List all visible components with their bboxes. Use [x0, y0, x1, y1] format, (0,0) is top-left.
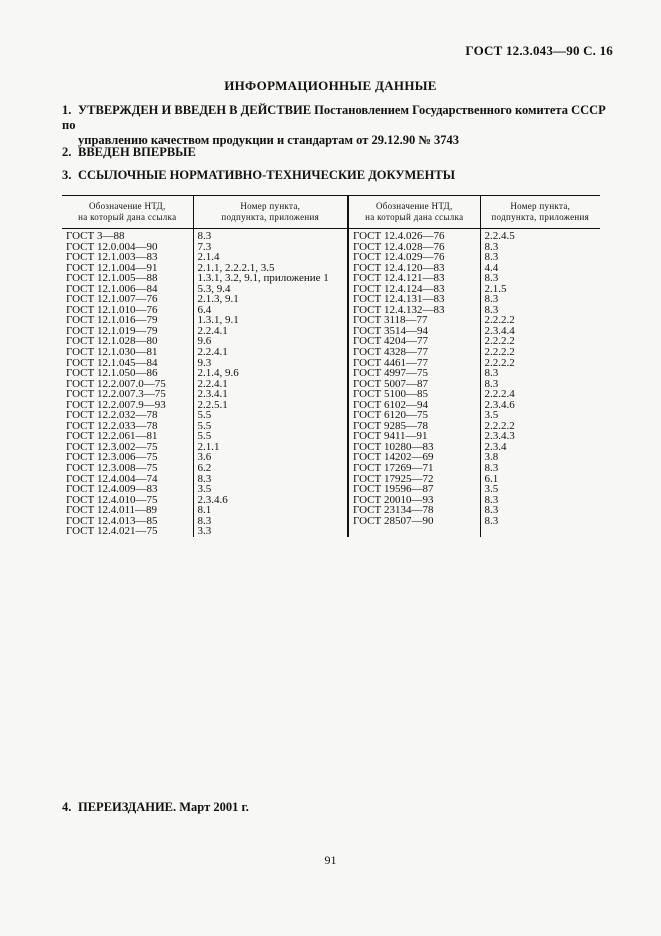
ntd-designation-cell: ГОСТ 3118—77	[348, 315, 480, 326]
clause-number-cell: 2.2.4.1	[193, 379, 348, 390]
ntd-designation-cell: ГОСТ 12.4.009—83	[62, 484, 193, 495]
ntd-designation-cell: ГОСТ 5100—85	[348, 389, 480, 400]
ntd-designation-cell: ГОСТ 6120—75	[348, 410, 480, 421]
clause-number-cell: 8.3	[484, 293, 499, 306]
ntd-designation-cell: ГОСТ 12.1.010—76	[62, 305, 193, 316]
clause-number-cell: 3.5	[484, 483, 499, 496]
ntd-designation-cell: ГОСТ 3514—94	[348, 326, 480, 337]
ntd-designation-cell: ГОСТ 19596—87	[348, 484, 480, 495]
clause-number-cell: 2.3.4	[484, 440, 507, 453]
ntd-designation-cell: ГОСТ 12.1.007—76	[62, 294, 193, 305]
clause-number-cell: 4.4	[484, 261, 499, 274]
ntd-designation-cell: ГОСТ 12.4.011—89	[62, 505, 193, 516]
clause-number-cell: 2.2.2.2	[484, 346, 515, 359]
clause-number-cell: 8.3	[193, 474, 348, 485]
clause-number-cell: 2.2.2.2	[484, 419, 515, 432]
ntd-designation-cell: ГОСТ 12.2.007.0—75	[62, 379, 193, 390]
ntd-designation-cell: ГОСТ 12.4.124—83	[348, 284, 480, 295]
clause-number-cell: 6.1	[484, 472, 499, 485]
ntd-designation-cell: ГОСТ 12.4.010—75	[62, 495, 193, 506]
clause-number-cell: 2.2.4.1	[193, 347, 348, 358]
ntd-designation-cell: ГОСТ 12.1.003—83	[62, 252, 193, 263]
clause-number-cell: 2.1.4, 9.6	[193, 368, 348, 379]
ntd-designation-cell: ГОСТ 12.4.026—76	[348, 229, 480, 242]
clause-number-cell: 2.2.2.2	[484, 356, 515, 369]
clause-number-cell: 2.1.5	[484, 282, 507, 295]
ntd-designation-cell: ГОСТ 12.3.002—75	[62, 442, 193, 453]
ntd-designation-cell: ГОСТ 12.2.007.9—93	[62, 400, 193, 411]
clause-number-cell: 2.1.1, 2.2.2.1, 3.5	[193, 263, 348, 274]
ntd-designation-cell: ГОСТ 12.4.013—85	[62, 516, 193, 527]
table-row	[62, 526, 600, 537]
item-text: ПЕРЕИЗДАНИЕ. Март 2001 г.	[78, 800, 249, 814]
clause-number-cell: 2.3.4.3	[484, 430, 515, 443]
item-text: ССЫЛОЧНЫЕ НОРМАТИВНО-ТЕХНИЧЕСКИЕ ДОКУМЕНТЫ	[78, 168, 455, 182]
clause-number-cell: 2.3.4.6	[484, 398, 515, 411]
item-reissue	[62, 800, 607, 815]
item-number: 4.	[62, 800, 72, 814]
table-row	[62, 347, 600, 358]
clause-number-cell: 2.3.4.6	[193, 495, 348, 506]
item-approval	[62, 103, 607, 148]
clause-number-cell: 8.3	[484, 272, 499, 285]
item-reference-documents	[62, 168, 607, 183]
ntd-designation-cell: ГОСТ 12.2.032—78	[62, 410, 193, 421]
ntd-designation-cell: ГОСТ 12.3.006—75	[62, 452, 193, 463]
clause-number-cell: 2.2.2.2	[484, 314, 515, 327]
clause-number-cell: 8.3	[484, 504, 499, 517]
ntd-designation-cell: ГОСТ 17925—72	[348, 474, 480, 485]
page-number: 91	[324, 853, 337, 867]
clause-number-cell: 7.3	[193, 242, 348, 253]
clause-number-cell: 8.3	[484, 240, 499, 253]
clause-number-cell: 2.3.4.1	[193, 389, 348, 400]
item-first-introduced	[62, 145, 607, 160]
table-body	[62, 229, 600, 537]
clause-number-cell: 5.5	[193, 410, 348, 421]
ntd-designation-cell: ГОСТ 12.4.132—83	[348, 305, 480, 316]
clause-number-cell: 8.3	[484, 462, 499, 475]
ntd-designation-cell: ГОСТ 12.2.033—78	[62, 421, 193, 432]
clause-number-cell: 8.3	[484, 251, 499, 264]
table-row	[62, 229, 600, 242]
clause-number-cell: 3.3	[193, 526, 348, 537]
clause-number-cell: 3.8	[484, 451, 499, 464]
clause-number-cell: 8.1	[193, 505, 348, 516]
ntd-designation-cell: ГОСТ 12.1.045—84	[62, 358, 193, 369]
table-row	[62, 463, 600, 474]
ntd-designation-cell: ГОСТ 4461—77	[348, 358, 480, 369]
header-item-left: Номер пункта, подпункта, приложения	[193, 196, 348, 229]
item-text-line1: УТВЕРЖДЕН И ВВЕДЕН В ДЕЙСТВИЕ Постановлением Государственного комитета СССР по	[62, 103, 606, 132]
ntd-designation-cell: ГОСТ 12.4.004—74	[62, 474, 193, 485]
clause-number-cell: 2.2.4.1	[193, 326, 348, 337]
ntd-designation-cell: ГОСТ 17269—71	[348, 463, 480, 474]
clause-number-cell: 9.6	[193, 336, 348, 347]
ntd-designation-cell: ГОСТ 12.1.050—86	[62, 368, 193, 379]
clause-number-cell: 3.5	[484, 409, 499, 422]
clause-number-cell: 2.1.4	[193, 252, 348, 263]
clause-number-cell: 5.5	[193, 431, 348, 442]
ntd-designation-cell: ГОСТ 14202—69	[348, 452, 480, 463]
clause-number-cell	[480, 526, 600, 537]
table-header-row	[62, 196, 600, 229]
clause-number-cell: 2.2.2.4	[484, 388, 515, 401]
clause-number-cell: 6.2	[193, 463, 348, 474]
ntd-designation-cell: ГОСТ 12.1.019—79	[62, 326, 193, 337]
clause-number-cell: 8.3	[484, 514, 499, 527]
ntd-designation-cell: ГОСТ 12.1.028—80	[62, 336, 193, 347]
clause-number-cell: 2.2.5.1	[193, 400, 348, 411]
ntd-designation-cell: ГОСТ 6102—94	[348, 400, 480, 411]
ntd-designation-cell: ГОСТ 12.2.061—81	[62, 431, 193, 442]
ntd-designation-cell: ГОСТ 12.4.028—76	[348, 242, 480, 253]
ntd-designation-cell: ГОСТ 23134—78	[348, 505, 480, 516]
ntd-designation-cell: ГОСТ 3—88	[62, 229, 193, 242]
clause-number-cell: 8.3	[484, 367, 499, 380]
clause-number-cell: 2.2.4.5	[484, 230, 515, 242]
page-header: ГОСТ 12.3.043—90 С. 16	[465, 43, 613, 58]
clause-number-cell: 5.3, 9.4	[193, 284, 348, 295]
reference-documents-table	[62, 195, 600, 537]
ntd-designation-cell: ГОСТ 4328—77	[348, 347, 480, 358]
item-text: ВВЕДЕН ВПЕРВЫЕ	[78, 145, 196, 159]
clause-number-cell: 8.3	[484, 493, 499, 506]
clause-number-cell: 5.5	[193, 421, 348, 432]
clause-number-cell: 8.3	[484, 303, 499, 316]
header-item-right: Номер пункта, подпункта, приложения	[480, 196, 600, 229]
ntd-designation-cell: ГОСТ 9285—78	[348, 421, 480, 432]
clause-number-cell: 2.3.4.4	[484, 324, 515, 337]
ntd-designation-cell: ГОСТ 12.1.006—84	[62, 284, 193, 295]
item-number: 1.	[62, 103, 72, 117]
ntd-designation-cell: ГОСТ 12.4.029—76	[348, 252, 480, 263]
ntd-designation-cell: ГОСТ 12.0.004—90	[62, 242, 193, 253]
section-title: ИНФОРМАЦИОННЫЕ ДАННЫЕ	[224, 78, 437, 93]
clause-number-cell: 8.3	[193, 516, 348, 527]
clause-number-cell: 8.3	[193, 229, 348, 242]
ntd-designation-cell: ГОСТ 12.4.120—83	[348, 263, 480, 274]
clause-number-cell: 2.2.2.2	[484, 335, 515, 348]
ntd-designation-cell: ГОСТ 12.2.007.3—75	[62, 389, 193, 400]
ntd-designation-cell: ГОСТ 28507—90	[348, 516, 480, 527]
clause-number-cell: 3.6	[193, 452, 348, 463]
ntd-designation-cell: ГОСТ 10280—83	[348, 442, 480, 453]
ntd-designation-cell: ГОСТ 12.3.008—75	[62, 463, 193, 474]
ntd-designation-cell: ГОСТ 4204—77	[348, 336, 480, 347]
clause-number-cell: 1.3.1, 9.1	[193, 315, 348, 326]
ntd-designation-cell: ГОСТ 12.1.016—79	[62, 315, 193, 326]
item-number: 2.	[62, 145, 72, 159]
ntd-designation-cell: ГОСТ 20010—93	[348, 495, 480, 506]
item-number: 3.	[62, 168, 72, 182]
ntd-designation-cell: ГОСТ 12.4.121—83	[348, 273, 480, 284]
ntd-designation-cell: ГОСТ 12.4.131—83	[348, 294, 480, 305]
ntd-designation-cell: ГОСТ 12.1.004—91	[62, 263, 193, 274]
ntd-designation-cell: ГОСТ 5007—87	[348, 379, 480, 390]
clause-number-cell: 2.1.1	[193, 442, 348, 453]
clause-number-cell: 1.3.1, 3.2, 9.1, приложение 1	[193, 273, 348, 284]
clause-number-cell: 6.4	[193, 305, 348, 316]
ntd-designation-cell: ГОСТ 12.1.005—88	[62, 273, 193, 284]
ntd-designation-cell: ГОСТ 9411—91	[348, 431, 480, 442]
clause-number-cell: 8.3	[484, 377, 499, 390]
ntd-designation-cell: ГОСТ 12.4.021—75	[62, 526, 193, 537]
clause-number-cell: 2.1.3, 9.1	[193, 294, 348, 305]
ntd-designation-cell	[348, 526, 480, 537]
ntd-designation-cell: ГОСТ 12.1.030—81	[62, 347, 193, 358]
header-ntd-left: Обозначение НТД, на который дана ссылка	[62, 196, 193, 229]
header-ntd-right: Обозначение НТД, на который дана ссылка	[348, 196, 480, 229]
ntd-designation-cell: ГОСТ 4997—75	[348, 368, 480, 379]
clause-number-cell: 9.3	[193, 358, 348, 369]
item-text-line2: управлению качеством продукции и стандартам от 29.12.90 № 3743	[78, 133, 460, 147]
clause-number-cell: 3.5	[193, 484, 348, 495]
